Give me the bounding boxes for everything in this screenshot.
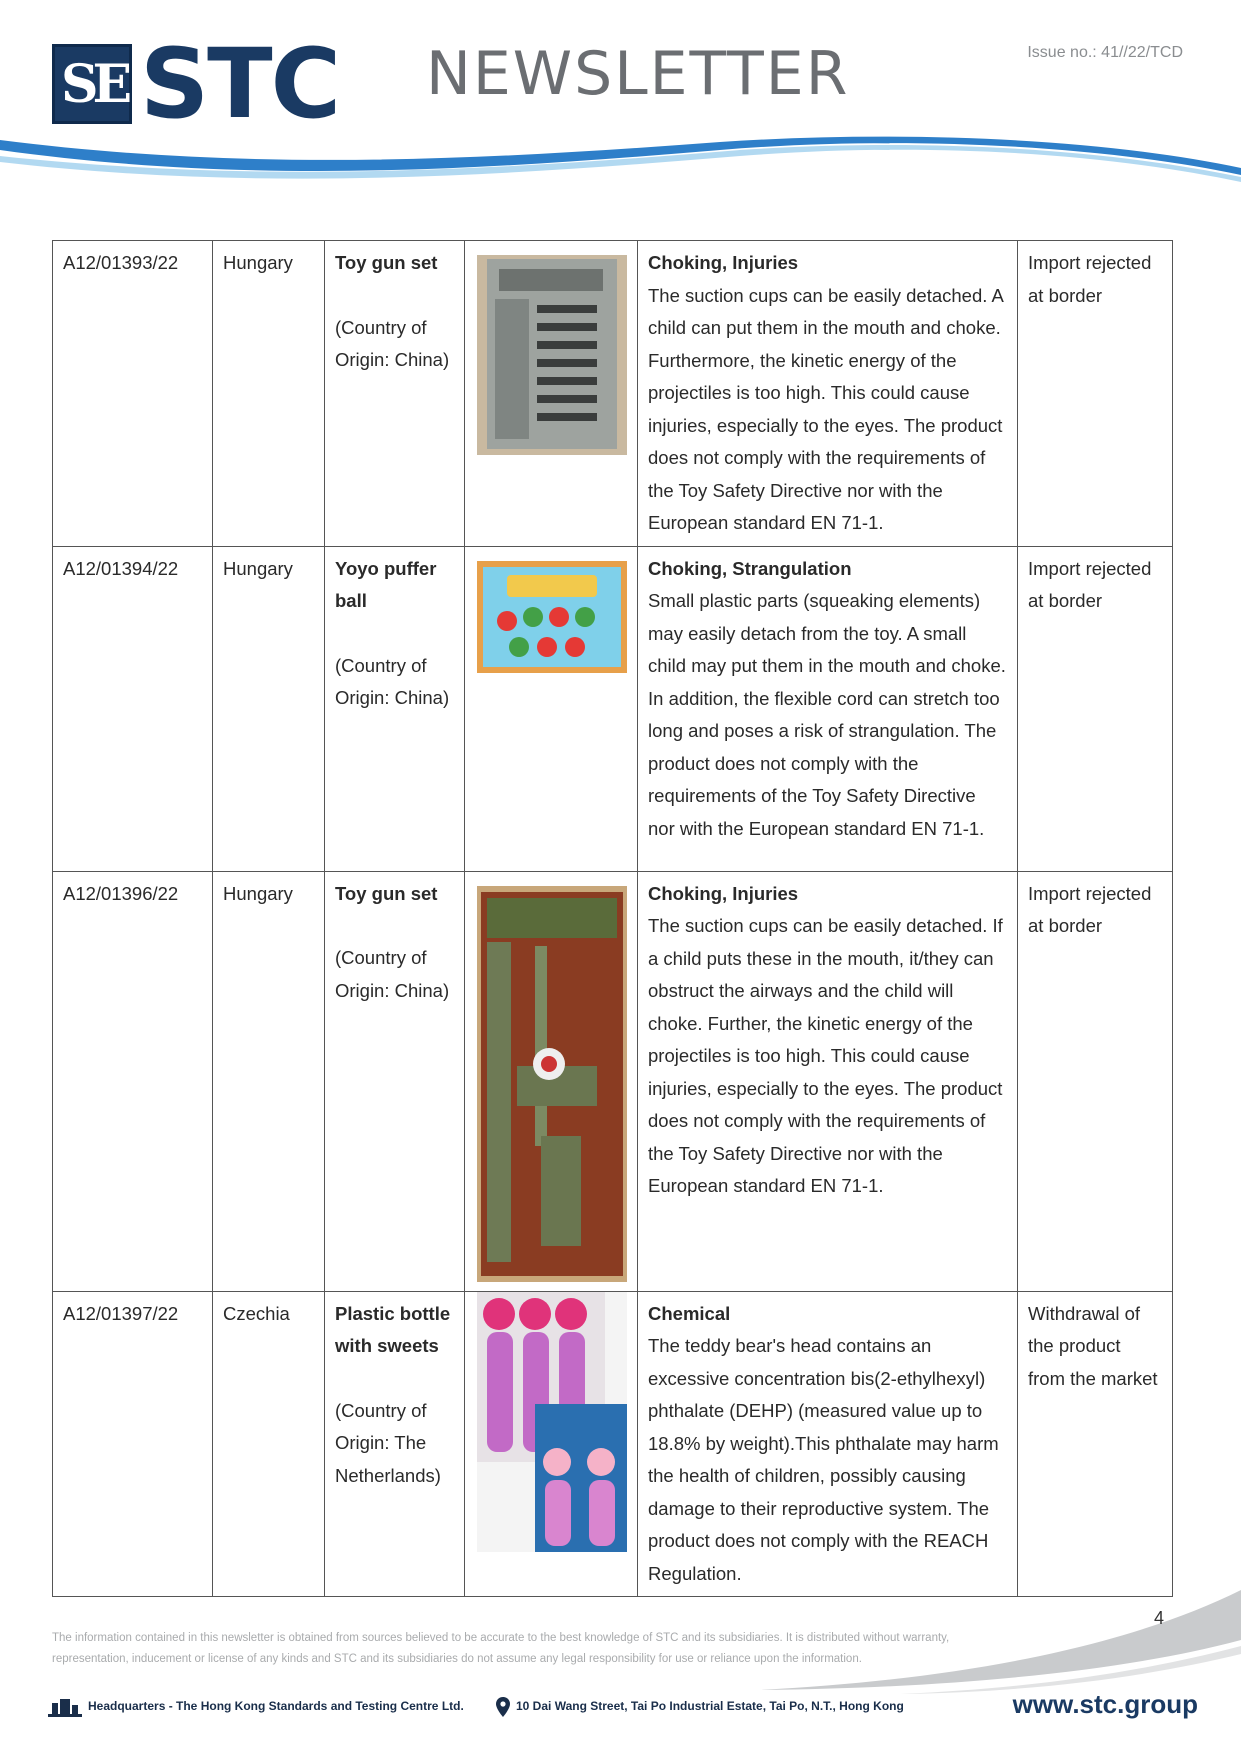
table-row bbox=[53, 871, 1173, 1291]
hazard-type: Choking, Injuries bbox=[648, 882, 799, 904]
country-of-origin: (Country of Origin: The Netherlands) bbox=[335, 1399, 441, 1486]
measures-taken: Import rejected at border bbox=[1018, 546, 1173, 871]
hazard-cell bbox=[638, 546, 1018, 871]
product-photo-cell bbox=[465, 871, 638, 1291]
yoyo-puffer-ball-photo bbox=[477, 561, 627, 673]
product-name: Plastic bottle with sweets bbox=[335, 1302, 451, 1356]
reference-number: A12/01393/22 bbox=[53, 241, 213, 547]
product-photo-cell bbox=[465, 241, 638, 547]
product-photo-cell bbox=[465, 1291, 638, 1597]
product-cell bbox=[325, 546, 465, 871]
reference-number: A12/01394/22 bbox=[53, 546, 213, 871]
country-of-origin: (Country of Origin: China) bbox=[335, 947, 450, 1001]
address-info bbox=[496, 1694, 904, 1718]
newsletter-title: NEWSLETTER bbox=[426, 39, 850, 109]
reference-number: A12/01396/22 bbox=[53, 871, 213, 1291]
building-icon bbox=[48, 1697, 82, 1717]
product-name: Yoyo puffer ball bbox=[335, 557, 437, 611]
headquarters-info bbox=[48, 1694, 464, 1718]
page-number: 4 bbox=[1154, 1608, 1165, 1628]
notifying-country: Hungary bbox=[213, 546, 325, 871]
rapex-records-table bbox=[52, 240, 1173, 1597]
hazard-description: Small plastic parts (squeaking elements) may easily detach from the toy. A small child may put them in the mouth and choke. In addition, the flexible cord can stretch too long and poses a risk of strangulation. The product does not comply with the requirements of the Toy Safety Directive nor with the European standard EN 71-1. bbox=[648, 590, 1006, 839]
product-cell bbox=[325, 871, 465, 1291]
stc-logo-mark: SE bbox=[52, 44, 132, 124]
page-header bbox=[0, 0, 1241, 200]
notifying-country: Hungary bbox=[213, 871, 325, 1291]
product-name: Toy gun set bbox=[335, 882, 438, 904]
website-link[interactable]: www.stc.group bbox=[1012, 1689, 1198, 1719]
headquarters-name: Headquarters - The Hong Kong Standards and Testing Centre Ltd. bbox=[88, 1699, 464, 1713]
product-cell bbox=[325, 241, 465, 547]
teddy-bear-bottle-photo bbox=[477, 1292, 627, 1552]
hazard-description: The suction cups can be easily detached. If a child puts these in the mouth, it/they can obstruct the airways and the child will choke. Further, the kinetic energy of the projectiles is too high. This could cause injuries, especially to the eyes. The product does not comply with the requirements of the Toy Safety Directive nor with the European standard EN 71-1. bbox=[648, 915, 1003, 1196]
hazard-type: Chemical bbox=[648, 1302, 731, 1324]
table-row bbox=[53, 1291, 1173, 1597]
hazard-cell bbox=[638, 241, 1018, 547]
hazard-cell bbox=[638, 1291, 1018, 1597]
measures-taken: Import rejected at border bbox=[1018, 871, 1173, 1291]
product-cell bbox=[325, 1291, 465, 1597]
hazard-description: The teddy bear's head contains an excessive concentration bis(2-ethylhexyl) phthalate (DEHP) (measured value up to 18.8% by weight).This phthalate may harm the health of children, possibly causing damage to their reproductive system. The product does not comply with the REACH Regulation. bbox=[648, 1335, 999, 1584]
country-of-origin: (Country of Origin: China) bbox=[335, 654, 450, 708]
hazard-description: The suction cups can be easily detached. A child can put them in the mouth and choke. Furthermore, the kinetic energy of the projectiles is too high. This could cause injuries, especially to the eyes. The product does not comply with the requirements of the Toy Safety Directive nor with the European standard EN 71-1. bbox=[648, 284, 1003, 533]
measures-taken: Withdrawal of the product from the market bbox=[1018, 1291, 1173, 1597]
measures-taken: Import rejected at border bbox=[1018, 241, 1173, 547]
disclaimer: The information contained in this newsletter is obtained from sources believed to be accurate to the best knowledge of STC and its subsidiaries. It is distributed without warranty, representation, inducement or license of any kinds and STC and its subsidiaries do not assume any legal responsibility for use or reliance upon the information. bbox=[52, 1632, 950, 1665]
country-of-origin: (Country of Origin: China) bbox=[335, 316, 450, 370]
brand-name: STC bbox=[140, 28, 340, 140]
toy-gun-set-photo bbox=[477, 255, 627, 455]
product-name: Toy gun set bbox=[335, 252, 438, 273]
issue-number: Issue no.: 41//22/TCD bbox=[1027, 44, 1183, 61]
location-pin-icon bbox=[496, 1697, 510, 1717]
hazard-type: Choking, Strangulation bbox=[648, 557, 852, 579]
address-text: 10 Dai Wang Street, Tai Po Industrial Estate, Tai Po, N.T., Hong Kong bbox=[516, 1699, 904, 1713]
hazard-cell bbox=[638, 871, 1018, 1291]
table-row bbox=[53, 241, 1173, 547]
product-photo-cell bbox=[465, 546, 638, 871]
table-row bbox=[53, 546, 1173, 871]
hazard-type: Choking, Injuries bbox=[648, 252, 799, 273]
header-swoosh bbox=[0, 130, 1241, 200]
toy-gun-set-photo bbox=[477, 886, 627, 1282]
notifying-country: Czechia bbox=[213, 1291, 325, 1597]
notifying-country: Hungary bbox=[213, 241, 325, 547]
reference-number: A12/01397/22 bbox=[53, 1291, 213, 1597]
page-footer bbox=[48, 1689, 1198, 1724]
